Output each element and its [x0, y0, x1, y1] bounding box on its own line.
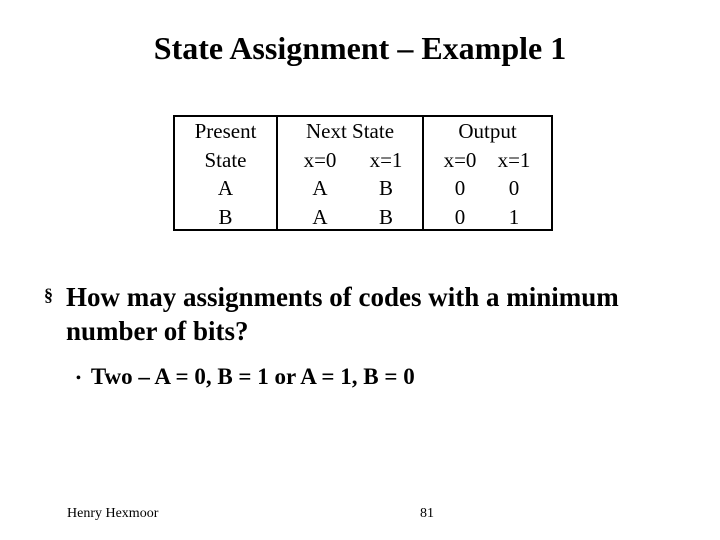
next-state-x1-header: x=1 [369, 147, 403, 172]
slide-title: State Assignment – Example 1 [153, 30, 567, 66]
output-row-1-x0: 0 [454, 176, 466, 200]
sub-bullet [76, 362, 676, 394]
next-state-row-1-x1: B [378, 176, 393, 200]
state-table [173, 115, 553, 231]
output-column [424, 117, 551, 229]
main-bullet-text: How may assignments of codes with a minimum number of bits? [66, 282, 619, 346]
output-row-2-x1: 1 [508, 204, 520, 229]
output-x1-header: x=1 [497, 147, 531, 172]
present-state-row-1: A [217, 176, 234, 200]
sub-bullet-text: Two – A = 0, B = 1 or A = 1, B = 0 [90, 364, 415, 389]
footer-page-number: 81 [420, 506, 434, 521]
footer-author: Henry Hexmoor [67, 506, 159, 521]
present-header-line-2: State [204, 147, 247, 172]
next-state-subheader-row [278, 146, 422, 175]
output-row-2-x0: 0 [454, 204, 466, 229]
present-state-column [175, 117, 278, 229]
output-row-1-x1: 0 [508, 176, 520, 200]
next-state-row-2-x1: B [378, 204, 393, 229]
output-subheader-row [424, 146, 551, 175]
next-state-row-1-x0: A [312, 176, 328, 200]
present-header-line-1: Present [194, 119, 257, 143]
section-bullet-icon: § [44, 285, 53, 305]
output-x0-header: x=0 [443, 147, 477, 172]
output-row-1 [424, 174, 551, 203]
next-state-header: Next State [305, 119, 395, 143]
output-header: Output [458, 119, 517, 143]
next-state-row-2 [278, 203, 422, 232]
output-row-2 [424, 203, 551, 232]
next-state-column [278, 117, 424, 229]
dot-bullet-icon: • [76, 370, 81, 386]
next-state-row-1 [278, 174, 422, 203]
present-state-row-2: B [218, 204, 233, 229]
next-state-x0-header: x=0 [303, 147, 337, 172]
next-state-row-2-x0: A [312, 204, 328, 229]
